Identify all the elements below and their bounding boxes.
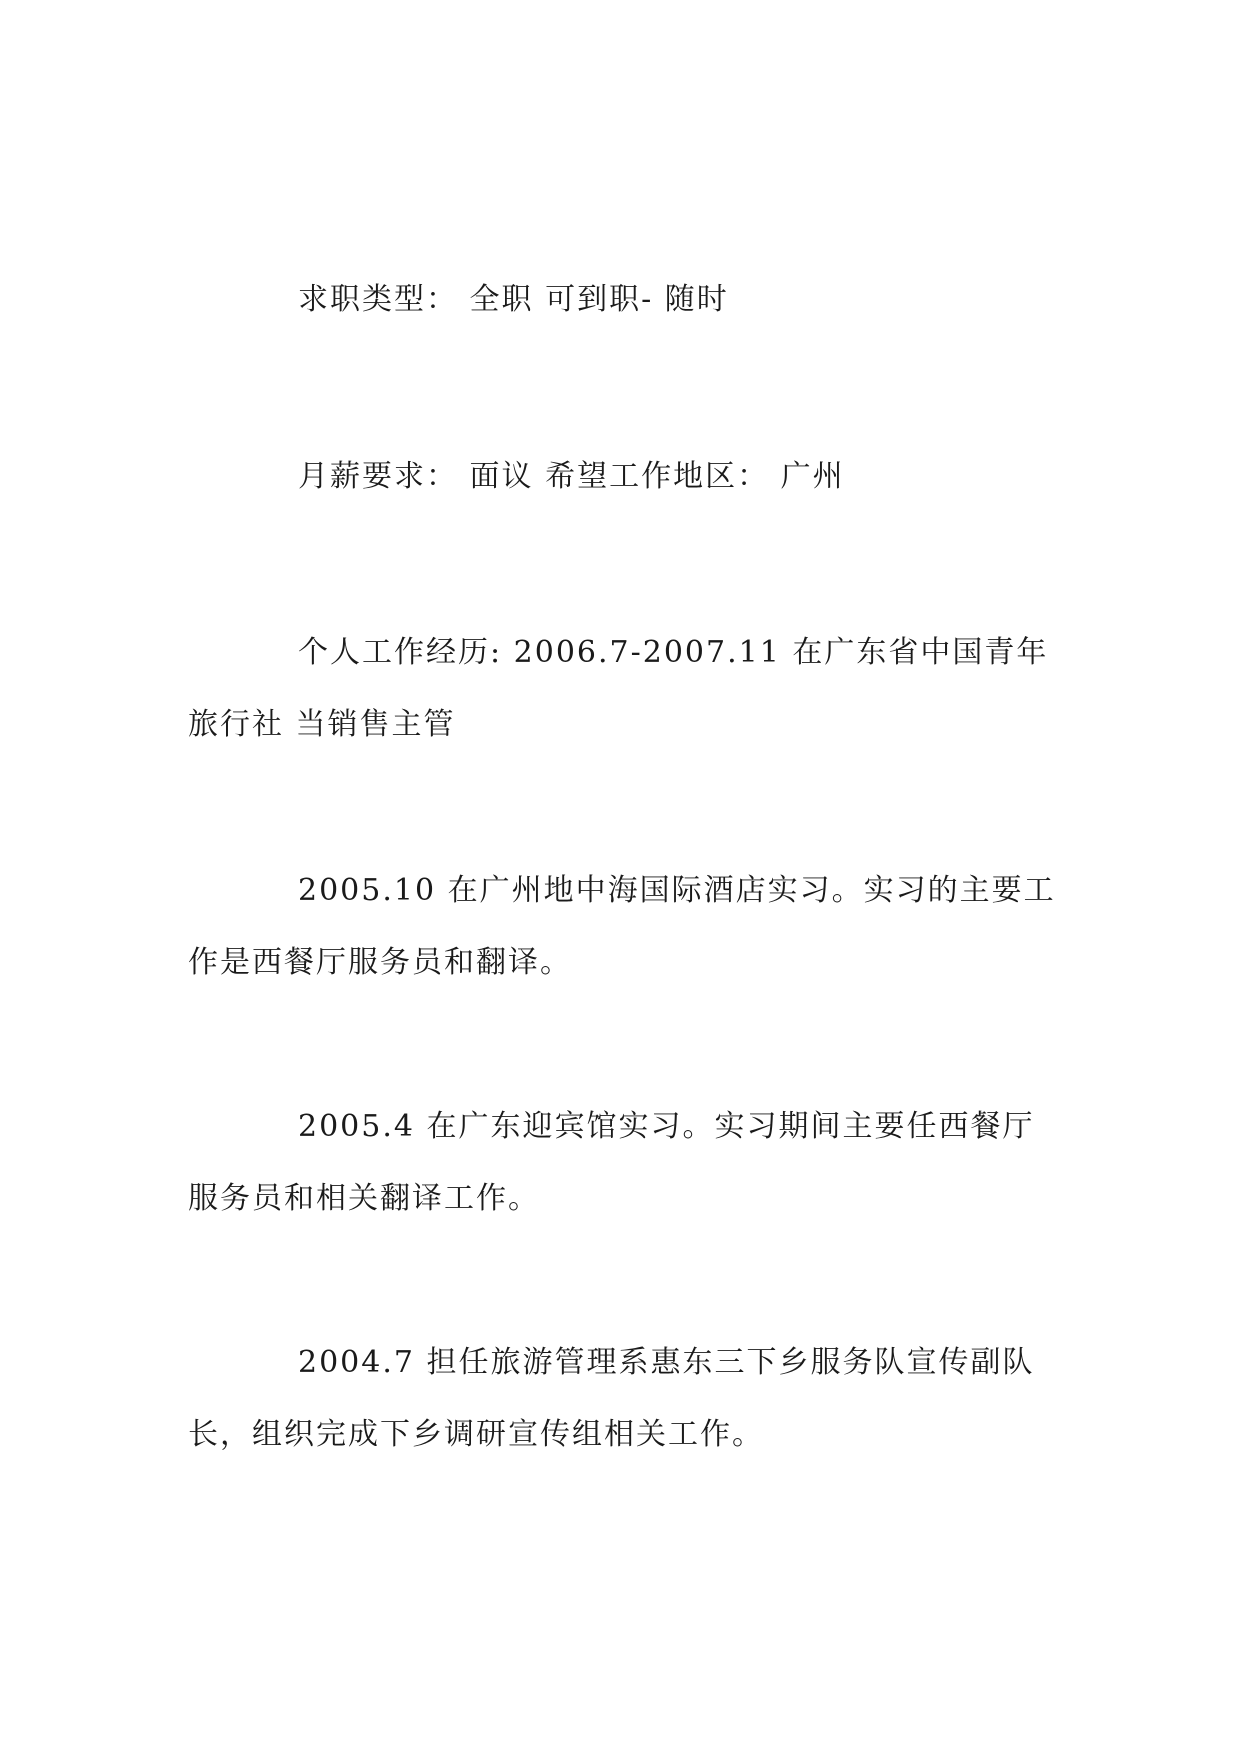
work-experience-paragraph: 个人工作经历: 2006.7-2007.11 在广东省中国青年旅行社 当销售主管 [188, 635, 1049, 742]
internship-2005-10-paragraph: 2005.10 在广州地中海国际酒店实习。实习的主要工作是西餐厅服务员和翻译。 [188, 873, 1056, 980]
internship-2005-4-paragraph: 2005.4 在广东迎宾馆实习。实习期间主要任西餐厅服务员和相关翻译工作。 [188, 1109, 1035, 1216]
salary-location-line: 月薪要求： 面议 希望工作地区： 广州 [298, 459, 845, 494]
job-type-line: 求职类型： 全职 可到职- 随时 [298, 282, 729, 317]
activity-2004-7-paragraph: 2004.7 担任旅游管理系惠东三下乡服务队宣传副队长，组织完成下乡调研宣传组相关工作。 [188, 1345, 1035, 1452]
